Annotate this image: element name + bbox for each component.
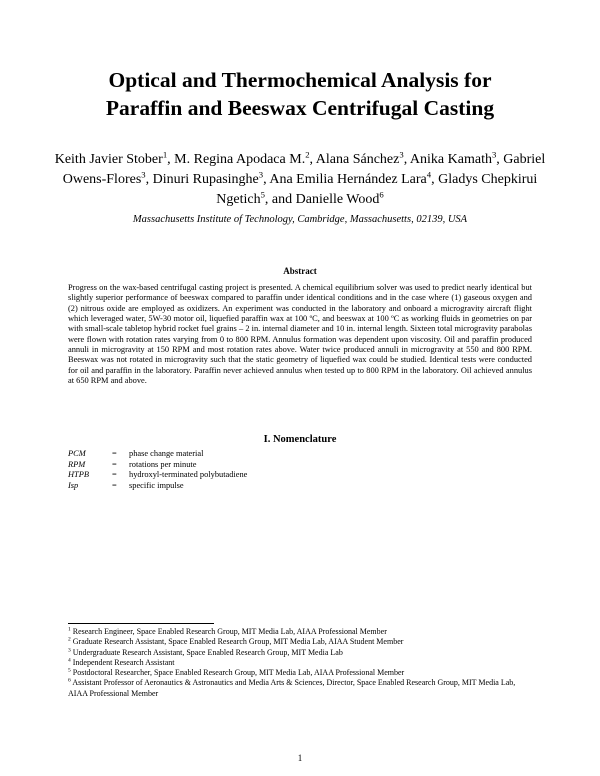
author: Anika Kamath$^3$ xyxy=(409,149,497,167)
nomenclature-item xyxy=(68,470,532,481)
author: Gabriel Owens-Flores$^3$ xyxy=(62,152,546,187)
author: Dinuri Rupasinghe$^3$ xyxy=(152,169,264,187)
nomenclature-definition: specific impulse xyxy=(129,480,184,490)
affiliation: Massachusetts Institute of Technology, Cambridge, Massachusetts, 02139, USA xyxy=(132,214,468,225)
title-line-1: Optical and Thermochemical Analysis for xyxy=(108,68,492,92)
page-number: 1 xyxy=(297,753,303,763)
paper-title xyxy=(40,66,560,122)
nomenclature-equals: = xyxy=(112,459,117,469)
author: Danielle Wood$^6$ xyxy=(295,189,384,207)
author: Gladys Chepkirui Ngetich$^5$ xyxy=(216,172,538,207)
author: Alana Sánchez$^3$ xyxy=(315,149,404,167)
nomenclature-item xyxy=(68,481,532,492)
footnote: $^4$ Independent Research Assistant xyxy=(68,657,175,667)
footnote: $^2$ Graduate Research Assistant, Space Enabled Research Group, MIT Media Lab, AIAA Student Member xyxy=(68,636,404,647)
nomenclature-list xyxy=(68,449,532,491)
nomenclature-item xyxy=(68,449,532,460)
nomenclature-equals: = xyxy=(112,480,117,490)
nomenclature-heading: I. Nomenclature xyxy=(263,434,337,445)
nomenclature-term: HTPB xyxy=(68,470,89,479)
nomenclature-term: PCM xyxy=(68,449,86,458)
nomenclature-item xyxy=(68,460,532,471)
nomenclature-term: Isp xyxy=(68,480,79,490)
author-list: Keith Javier Stober$^1$, M. Regina Apodaca M.$^2$, Alana Sánchez$^3$, Anika Kamath$^3$, Gabriel Owens-Flores$^3$, Dinuri Rupasinghe$^3$, Ana Emilia Hernández Lara$^4$, Gladys Chepkirui Ngetich$^5$, and Danielle Wood$^6$ xyxy=(54,149,546,207)
title-line-2: Paraffin and Beeswax Centrifugal Casting xyxy=(105,96,495,120)
author: Ana Emilia Hernández Lara$^4$ xyxy=(269,169,432,187)
footnote-divider xyxy=(68,623,214,624)
footnote: $^6$ Assistant Professor of Aeronautics & Astronautics and Media Arts & Sciences, Director, Space Enabled Research Group, MIT Media Lab, AIAA Professional Member xyxy=(68,677,516,698)
nomenclature-definition: rotations per minute xyxy=(129,459,197,469)
footnote: $^3$ Undergraduate Research Assistant, Space Enabled Research Group, MIT Media Lab xyxy=(68,646,343,657)
footnotes xyxy=(68,627,532,699)
footnote: $^5$ Postdoctoral Researcher, Space Enabled Research Group, MIT Media Lab, AIAA Professional Member xyxy=(68,667,405,678)
nomenclature-term: RPM xyxy=(68,459,86,469)
nomenclature-definition: phase change material xyxy=(129,449,204,458)
abstract-heading: Abstract xyxy=(283,266,317,276)
author: Keith Javier Stober$^1$ xyxy=(54,149,168,167)
nomenclature-equals: = xyxy=(112,449,117,458)
footnote: $^1$ Research Engineer, Space Enabled Research Group, MIT Media Lab, AIAA Professional Member xyxy=(68,626,387,636)
author: M. Regina Apodaca M.$^2$ xyxy=(174,149,310,167)
nomenclature-equals: = xyxy=(112,470,117,479)
nomenclature-definition: hydroxyl-terminated polybutadiene xyxy=(129,470,248,479)
abstract-body: Progress on the wax-based centrifugal casting project is presented. A chemical equilibrium solver was used to predict nearly identical but slightly superior performance of beeswax compared to paraffin under identical conditions and in the case where (1) gaseous oxygen and (2) nitrous oxide are employed as oxidizers. An experiment was conducted in the laboratory and onboard a microgravity aircraft flight which leveraged water, 5W-30 motor oil, liquefied paraffin wax at 100 ºC, and beeswax at 100 ºC as working fluids in geometries on par with small-scale tabletop hybrid rocket fuel grains – 2 in. internal diameter and 10 in. internal length. Sixteen total microgravity parabolas were flown with rotation rates varying from 0 to 800 RPM. Annulus formation was dependent upon viscosity. Oil and paraffin produced annuli in microgravity at 150 RPM and most rotation rates above. Water twice produced annuli in microgravity at 550 and 800 RPM. Beeswax was not rotated in microgravity such that the static geometry of liquefied wax could be studied. Identical tests were conducted for oil and paraffin in the laboratory. Paraffin never achieved annulus when tested up to 800 RPM in the laboratory. Oil achieved annulus at 650 RPM and above. xyxy=(68,283,532,386)
